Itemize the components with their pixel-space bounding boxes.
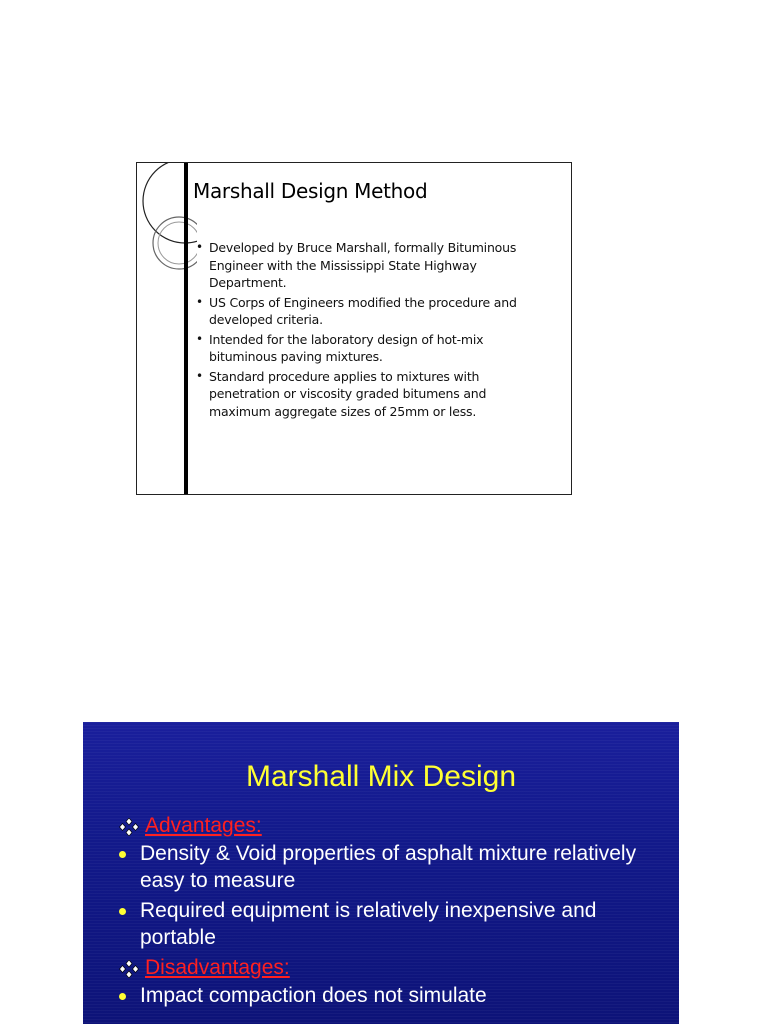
list-item [117,897,657,951]
bullet-dot-icon [119,993,126,1000]
advantages-heading [117,812,657,840]
slide-marshall-design-method [136,162,572,495]
list-item: • Developed by Bruce Marshall, formally Bituminous Engineer with the Mississippi State Highway Department. [193,239,543,292]
list-item-text: Density & Void properties of asphalt mixture relatively easy to measure [140,842,637,892]
list-item [117,982,657,1009]
disadvantages-heading [117,954,657,982]
bullet-dot-icon [119,908,126,915]
slide-title: Marshall Mix Design [245,760,517,793]
slide-title: Marshall Design Method [193,179,428,203]
list-item-text: Impact compaction does not simulate [140,984,487,1007]
list-item: • Intended for the laboratory design of hot-mix bituminous paving mixtures. [193,331,543,366]
bullet-list [193,239,543,422]
slide-marshall-mix-design [83,722,679,1024]
list-item: • US Corps of Engineers modified the procedure and developed criteria. [193,294,543,329]
list-item-text: Required equipment is relatively inexpensive and portable [140,899,597,949]
list-item: • Standard procedure applies to mixtures with penetration or viscosity graded bitumens and maximum aggregate sizes of 25mm or less. [193,368,543,421]
section-label: Advantages: [145,814,262,837]
list-item [117,840,657,894]
four-diamonds-bullet-icon [117,818,141,836]
decorative-circles-icon [137,163,197,283]
bullet-dot-icon [119,851,126,858]
four-diamonds-bullet-icon [117,960,141,978]
section-label: Disadvantages: [145,956,290,979]
slide-vertical-rule [184,163,188,494]
slide-content [117,812,657,1012]
